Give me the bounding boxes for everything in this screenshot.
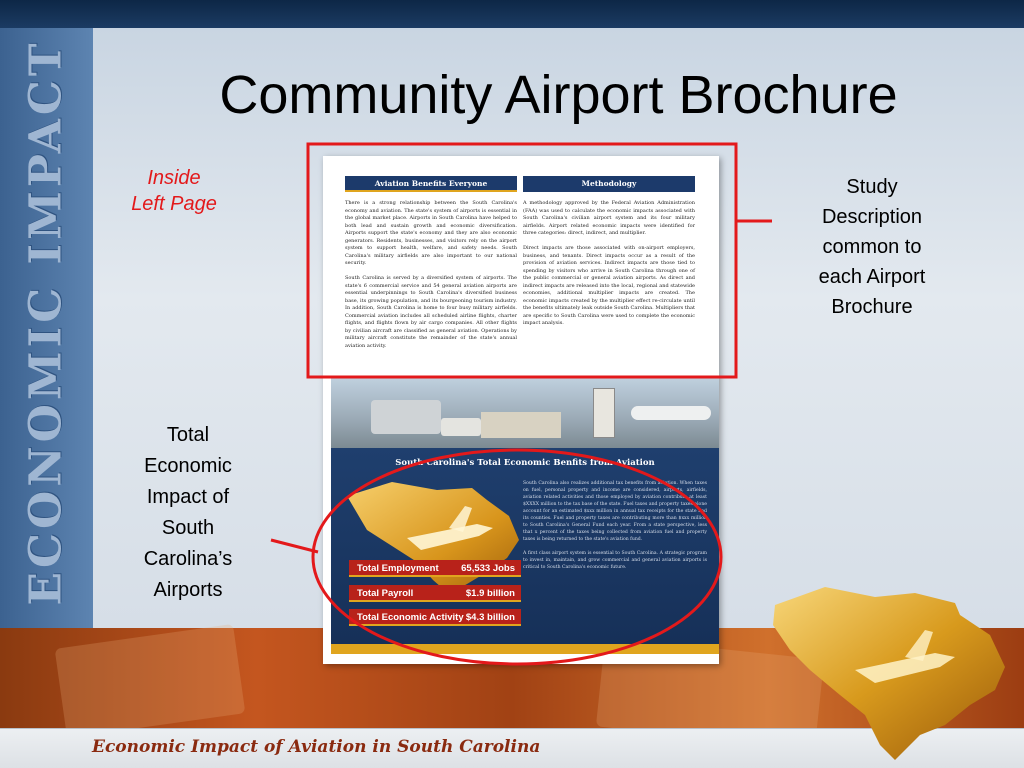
benefits-body: There is a strong relationship between the South Carolina's economy and aviation. The state's system of airports is essential in the global market place. Airports in South Carolina have helped to both lead and sustain growth and economic diversification. Airports support the state's economy and they are also economic generators. Residents, businesses, and visitors rely on the airport system to support health, welfare, and safety needs. South Carolina's military airfields are also important to our national security. South Carolina is served by a diversified system of airports. The state's 6 commercial service and 54 general aviation airports are essential underpinnings to South Carolina's diversified business base, its growing population, and its bourgeoning tourism industry. In addition, South Carolina is home to four busy military airfields. Commercial aviation includes all scheduled airline flights, charter flights, and flights flown by air cargo companies. All other flights by civilian aircraft are classified as general aviation. Operations by military aircraft constitute the remainder of the state's annual aviation activity. xyxy=(345,200,517,349)
stat-economic-activity xyxy=(349,609,521,626)
stat-label: Total Payroll xyxy=(357,588,414,599)
tug-vehicle xyxy=(441,418,481,436)
aircraft-photo xyxy=(371,400,441,434)
economic-impact-panel xyxy=(331,448,719,644)
total-impact-label: Total Economic Impact of South Carolina’s Airports xyxy=(143,424,233,601)
methodology-heading: Methodology xyxy=(523,176,695,192)
stat-value: 65,533 Jobs xyxy=(461,563,515,574)
study-description-label: Study Description common to each Airport Brochure xyxy=(818,176,926,318)
methodology-body: A methodology approved by the Federal Aviation Administration (FAA) was used to calculate the economic impacts associated with South Carolina's civilian airport system and its four military airfields. Airport related economic impacts were identified for three categories: direct, indirect, and multiplier. Direct impacts are those associated with on-airport employers, business, and tenants. Direct impacts occur as a result of the provision of aviation services. Indirect impacts are those tied to spending by visitors who arrive in South Carolina through one of the public commercial or general aviation airports. As direct and indirect impacts are released into the local, regional and statewide economies, additional multiplier impacts are created. The economic impacts created by the multiplier effect re-circulate until the benefits ultimately leak outside South Carolina. Multipliers that are specific to South Carolina were used to complete the economic impact analysis. xyxy=(523,200,695,326)
south-carolina-logo-icon xyxy=(755,575,1015,765)
gold-rule xyxy=(331,644,719,654)
top-bar xyxy=(0,0,1024,28)
benefits-column xyxy=(345,176,517,350)
footer-text: Economic Impact of Aviation in South Carolina xyxy=(92,737,541,757)
methodology-column xyxy=(523,176,695,328)
airport-photo-strip xyxy=(331,378,719,448)
inside-left-page-label: Inside Left Page xyxy=(131,167,217,215)
brochure-text-section xyxy=(323,156,719,378)
stat-value: $1.9 billion xyxy=(465,588,515,599)
benefits-heading: Aviation Benefits Everyone xyxy=(345,176,517,192)
bill-image xyxy=(55,624,246,738)
stat-payroll xyxy=(349,585,521,602)
stat-label: Total Economic Activity xyxy=(357,612,464,623)
slide-title: Community Airport Brochure xyxy=(219,65,898,125)
impact-title: South Carolina's Total Economic Benfits from Aviation xyxy=(395,458,655,468)
stat-value: $4.3 billion xyxy=(465,612,515,623)
stat-employment xyxy=(349,560,521,577)
control-tower xyxy=(593,388,615,438)
stat-label: Total Employment xyxy=(357,563,439,574)
airplane-photo xyxy=(631,406,711,420)
terminal-building xyxy=(481,412,561,438)
brochure-page xyxy=(323,156,719,664)
impact-body: South Carolina also realizes additional tax benefits from aviation. When taxes on fuel, personal property and income are considered, airports, airfields, aviation related activities and those employed by aviation contribute at least $XXXX million to the tax base of the state. Fuel taxes and property taxes alone account for an estimated $xxx million in annual tax receipts for the state and its counties. Fuel and property taxes are contributing more than $xxx million to South Carolina's General Fund each year. From a state perspective, less that x percent of the taxes being collected from aviation fuel and property taxes is being returned to the state's aviation fund. A first class airport system is essential to South Carolina. A strategic program to invest in, maintain, and grow commercial and general aviation airports is critical to South Carolina's economic future. xyxy=(523,481,707,570)
side-banner-text: ECONOMIC IMPACT xyxy=(20,39,72,606)
state-map-icon xyxy=(337,476,527,596)
